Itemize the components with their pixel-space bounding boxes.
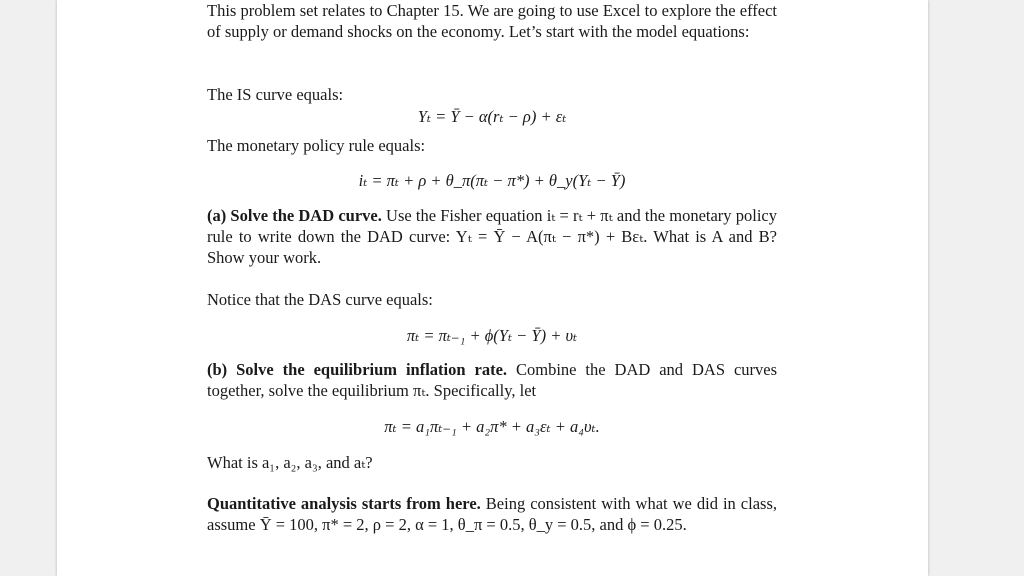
das-curve-equation <box>207 325 777 346</box>
quant-title: Quantitative analysis starts from here. <box>207 494 481 513</box>
is-curve-equation <box>207 106 777 127</box>
monetary-policy-equation <box>207 170 777 191</box>
quant-text: Being consistent with what we did in class, assume Ȳ = 100, π* = 2, ρ = 2, α = 1, θ_π = 0.5, θ_y = 0.5, and ϕ = 0.25. <box>207 494 778 534</box>
intro-paragraph: This problem set relates to Chapter 15. We are going to use Excel to explore the effect of supply or demand shocks on the economy. Let’s start with the model equations: <box>207 1 777 41</box>
quantitative-paragraph <box>207 493 777 535</box>
part-a-title: (a) Solve the DAD curve. <box>207 206 382 225</box>
part-a-paragraph <box>207 205 777 268</box>
mp-equation-text: iₜ = πₜ + ρ + θ_π(πₜ − π*) + θ_y(Yₜ − Ȳ) <box>358 171 626 190</box>
part-b-paragraph <box>207 359 777 401</box>
part-b-question: What is a₁, a₂, a₃, and aₜ? <box>207 453 373 472</box>
inflation-equation-text: πₜ = a₁πₜ₋₁ + a₂π* + a₃εₜ + a₄υₜ. <box>384 417 600 436</box>
part-a-text: Use the Fisher equation iₜ = rₜ + πₜ and the monetary policy rule to write down the DAD curve: Yₜ = Ȳ − A(πₜ − π*) + Bεₜ. What is A and B? Show your work. <box>207 206 777 267</box>
part-b-title: (b) Solve the equilibrium inflation rate. <box>207 360 508 379</box>
is-curve-label: The IS curve equals: <box>207 85 344 104</box>
monetary-policy-label: The monetary policy rule equals: <box>207 136 426 155</box>
das-curve-label: Notice that the DAS curve equals: <box>207 290 433 309</box>
is-equation-text: Yₜ = Ȳ − α(rₜ − ρ) + εₜ <box>417 107 567 126</box>
inflation-equation <box>207 416 777 437</box>
document-page <box>57 0 928 576</box>
part-b-text: Combine the DAD and DAS curves together, solve the equilibrium πₜ. Specifically, let <box>207 360 778 400</box>
das-equation-text: πₜ = πₜ₋₁ + ϕ(Yₜ − Ȳ) + υₜ <box>406 326 578 345</box>
